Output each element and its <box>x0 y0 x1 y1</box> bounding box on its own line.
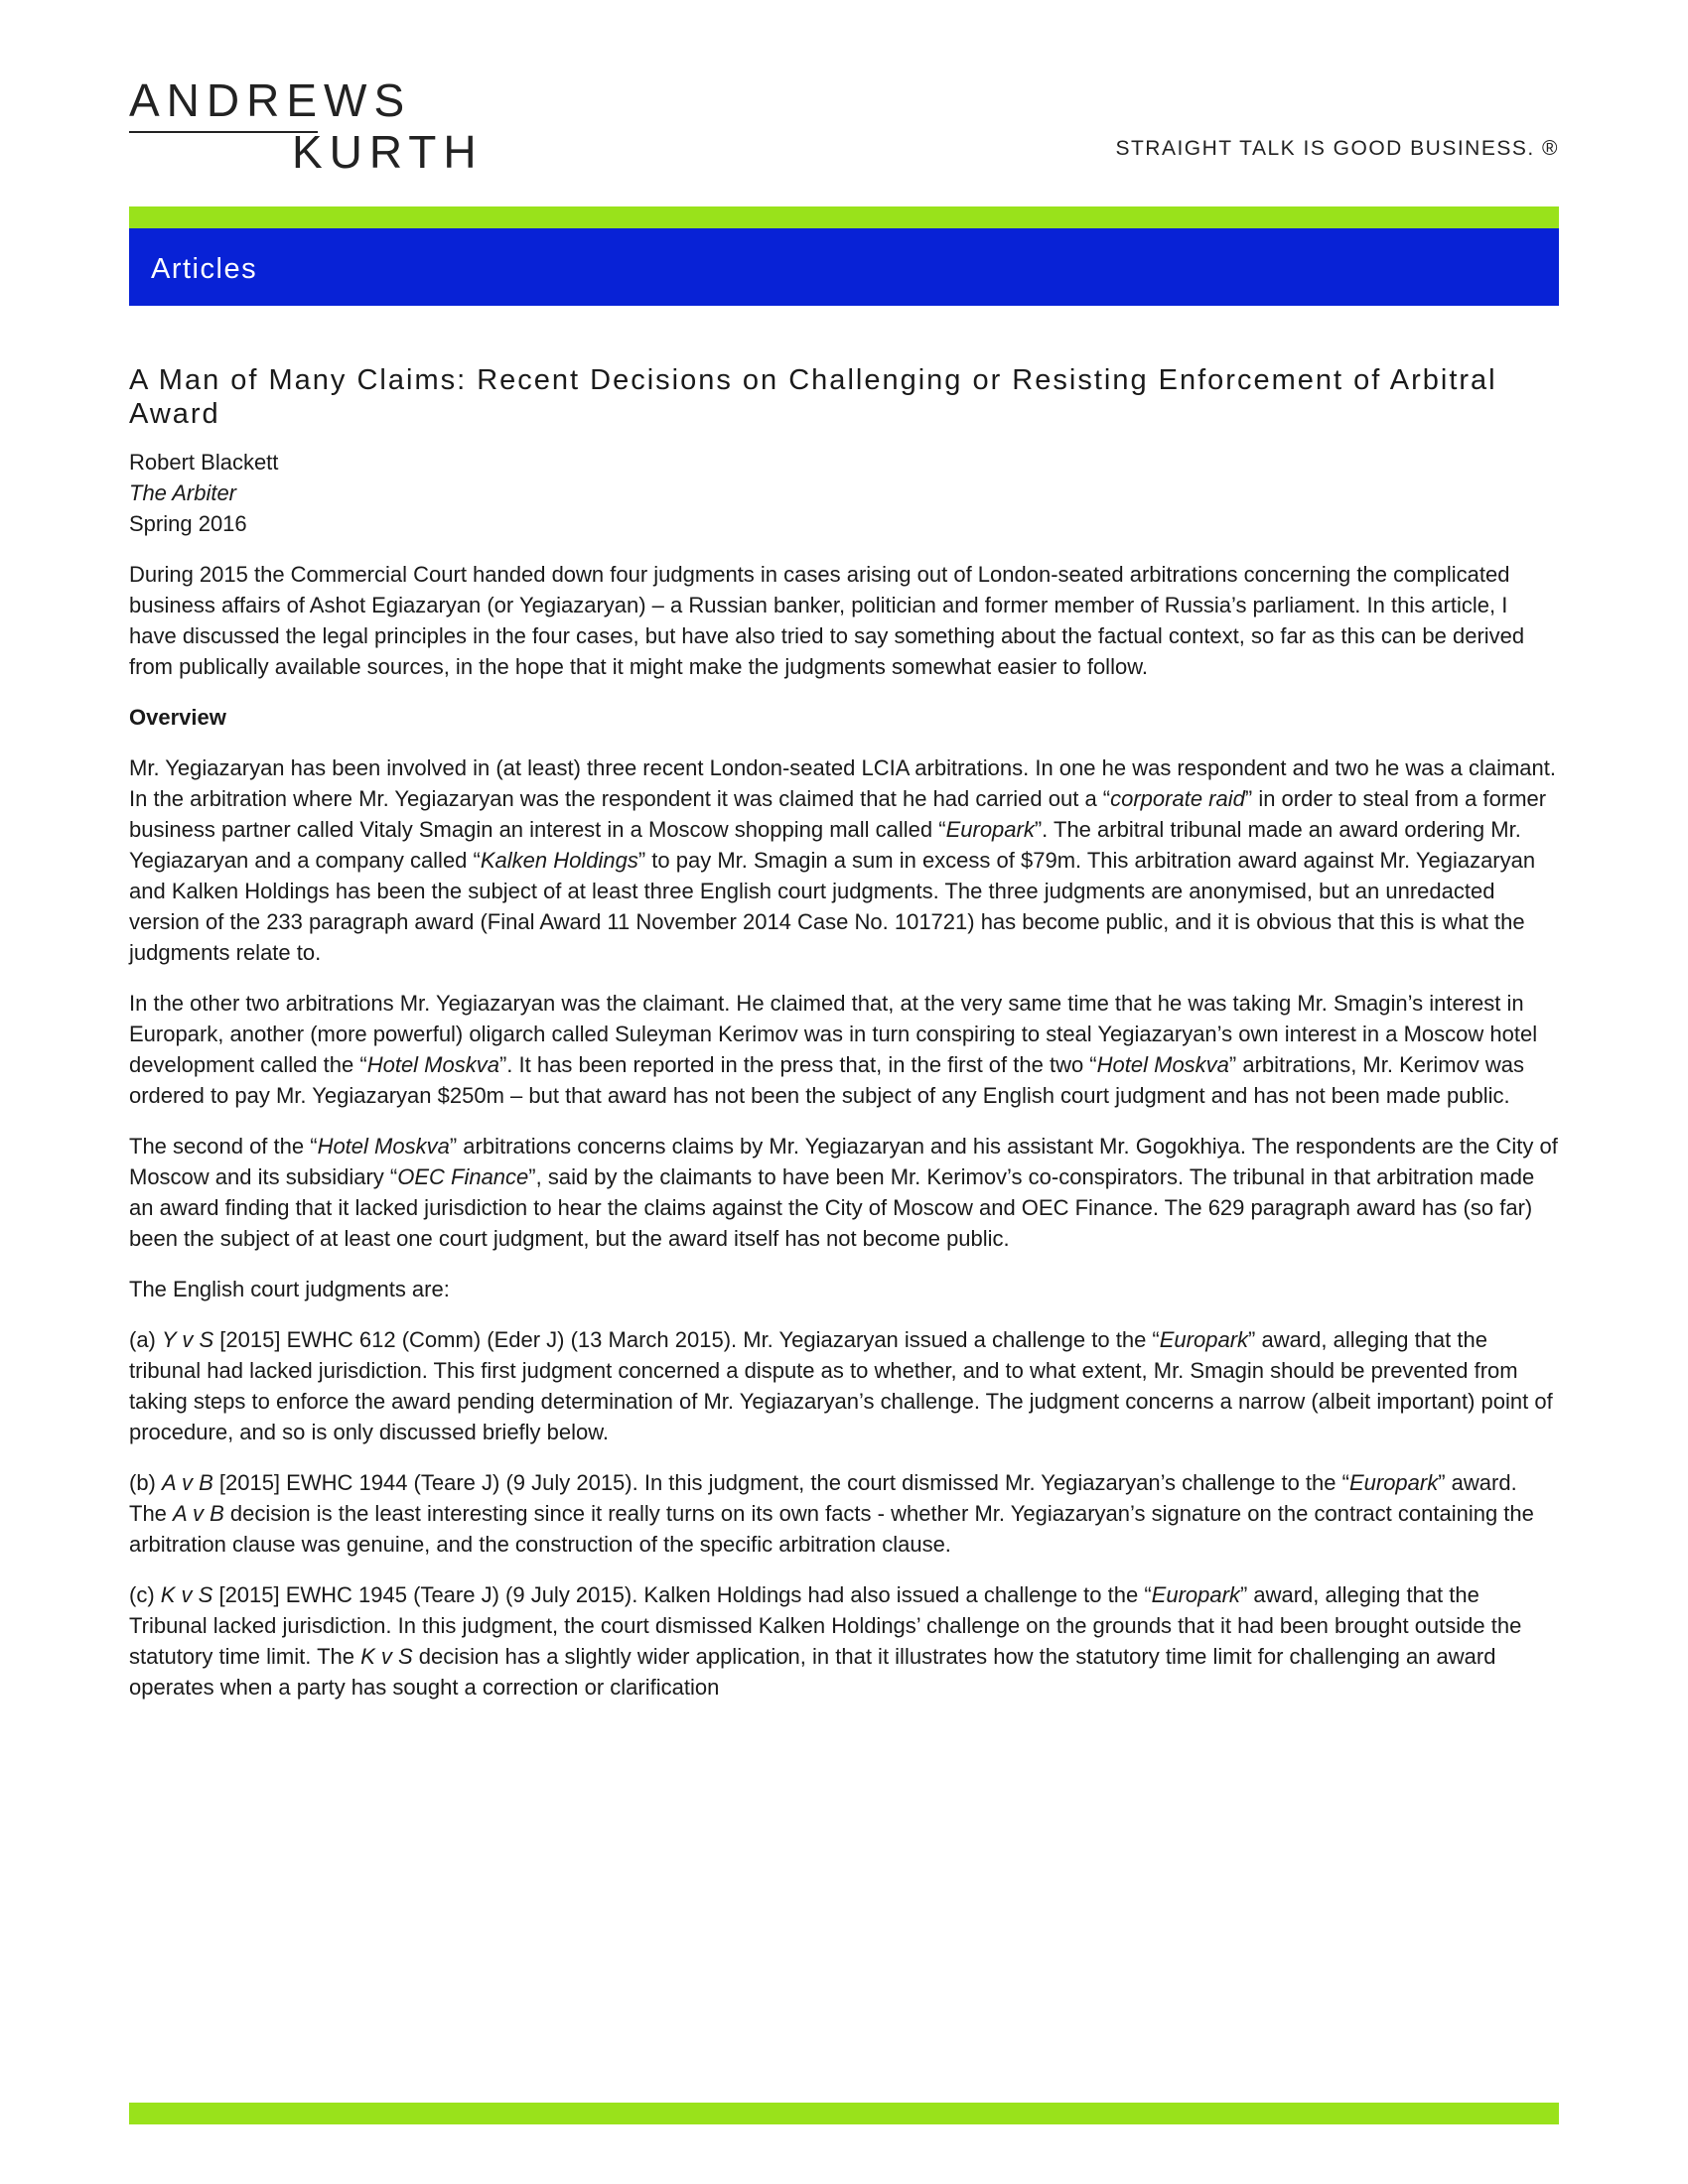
paragraph-3: The second of the “Hotel Moskva” arbitrations concerns claims by Mr. Yegiazaryan and his assistant Mr. Gogokhiya. The respondents are the City of Moscow and its subsidiary “OEC Finance”, said by the claimants to have been Mr. Kerimov’s co-conspirators. The tribunal in that arbitration made an award finding that it lacked jurisdiction to hear the claims against the City of Moscow and OEC Finance. The 629 paragraph award has (so far) been the subject of at least one court judgment, but the award itself has not become public. <box>129 1134 1558 1251</box>
tagline: STRAIGHT TALK IS GOOD BUSINESS. ® <box>1115 137 1559 160</box>
paragraph-4: The English court judgments are: <box>129 1277 450 1301</box>
article-title: A Man of Many Claims: Recent Decisions on Challenging or Resisting Enforcement of Arbitral Award <box>129 364 1497 430</box>
judgment-c: (c) K v S [2015] EWHC 1945 (Teare J) (9 July 2015). Kalken Holdings had also issued a challenge to the “Europark” award, alleging that the Tribunal lacked jurisdiction. In this judgment, the court dismissed Kalken Holdings’ challenge on the grounds that it had been brought outside the statutory time limit. The K v S decision has a slightly wider application, in that it illustrates how the statutory time limit for challenging an award operates when a party has sought a correction or clarification <box>129 1582 1522 1700</box>
logo-rule <box>129 131 318 133</box>
article-meta <box>129 447 1559 539</box>
logo-andrews: ANDREWS <box>129 74 412 126</box>
overview-heading: Overview <box>129 705 226 730</box>
publication: The Arbiter <box>129 480 237 505</box>
section-banner <box>129 228 1559 306</box>
paragraph-1: Mr. Yegiazaryan has been involved in (at least) three recent London-seated LCIA arbitrations. In one he was respondent and two he was a claimant. In the arbitration where Mr. Yegiazaryan was the respondent it was claimed that he had carried out a “corporate raid” in order to steal from a former business partner called Vitaly Smagin an interest in a Moscow shopping mall called “Europark”. The arbitral tribunal made an award ordering Mr. Yegiazaryan and a company called “Kalken Holdings” to pay Mr. Smagin a sum in excess of $79m. This arbitration award against Mr. Yegiazaryan and Kalken Holdings has been the subject of at least three English court judgments. The three judgments are anonymised, but an unredacted version of the 233 paragraph award (Final Award 11 November 2014 Case No. 101721) has become public, and it is obvious that this is what the judgments relate to. <box>129 755 1556 965</box>
date: Spring 2016 <box>129 511 247 536</box>
top-accent-bar <box>129 206 1559 228</box>
author: Robert Blackett <box>129 450 279 475</box>
section-label: Articles <box>151 253 258 285</box>
judgment-a: (a) Y v S [2015] EWHC 612 (Comm) (Eder J) (13 March 2015). Mr. Yegiazaryan issued a challenge to the “Europark” award, alleging that the tribunal had lacked jurisdiction. This first judgment concerned a dispute as to whether, and to what extent, Mr. Smagin should be prevented from taking steps to enforce the award pending determination of Mr. Yegiazaryan’s challenge. The judgment concerns a narrow (albeit important) point of procedure, and so is only discussed briefly below. <box>129 1327 1553 1444</box>
article-body <box>129 363 1559 1703</box>
paragraph-2: In the other two arbitrations Mr. Yegiazaryan was the claimant. He claimed that, at the very same time that he was taking Mr. Smagin’s interest in Europark, another (more powerful) oligarch called Suleyman Kerimov was in turn conspiring to steal Yegiazaryan’s own interest in a Moscow hotel development called the “Hotel Moskva”. It has been reported in the press that, in the first of the two “Hotel Moskva” arbitrations, Mr. Kerimov was ordered to pay Mr. Yegiazaryan $250m – but that award has not been the subject of any English court judgment and has not been made public. <box>129 991 1538 1108</box>
logo-kurth: KURTH <box>292 126 484 178</box>
judgment-b: (b) A v B [2015] EWHC 1944 (Teare J) (9 July 2015). In this judgment, the court dismissed Mr. Yegiazaryan’s challenge to the “Europark” award. The A v B decision is the least interesting since it really turns on its own facts - whether Mr. Yegiazaryan’s signature on the contract containing the arbitration clause was genuine, and the construction of the specific arbitration clause. <box>129 1470 1534 1557</box>
andrews-kurth-logo <box>129 74 484 178</box>
intro-paragraph: During 2015 the Commercial Court handed down four judgments in cases arising out of London-seated arbitrations concerning the complicated business affairs of Ashot Egiazaryan (or Yegiazaryan) – a Russian banker, politician and former member of Russia’s parliament. In this article, I have discussed the legal principles in the four cases, but have also tried to say something about the factual context, so far as this can be derived from publically available sources, in the hope that it might make the judgments somewhat easier to follow. <box>129 562 1525 679</box>
bottom-accent-bar <box>129 2103 1559 2124</box>
